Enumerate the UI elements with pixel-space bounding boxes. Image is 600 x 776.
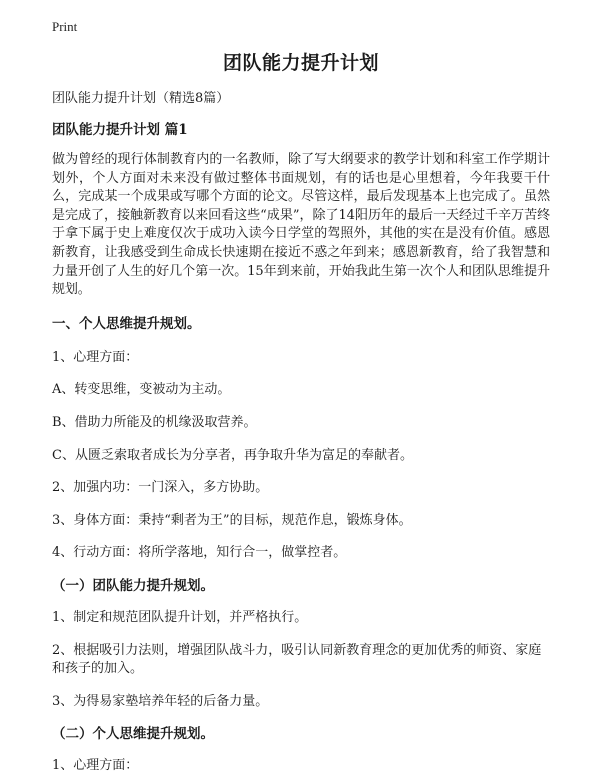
document-body <box>52 48 550 776</box>
list-item: 3、身体方面：秉持“剩者为王”的目标，规范作息，锻炼身体。 <box>52 512 412 528</box>
subtitle: 团队能力提升计划（精选8篇） <box>52 91 230 106</box>
section-heading-team-ability: （一）团队能力提升规划。 <box>52 577 214 594</box>
article-heading: 团队能力提升计划 篇1 <box>52 122 188 138</box>
section-heading-personal-thinking-2: （二）个人思维提升规划。 <box>52 726 214 743</box>
list-item: C、从匮乏索取者成长为分享者，再争取升华为富足的奉献者。 <box>52 447 413 463</box>
list-item: 3、为得易家塾培养年轻的后备力量。 <box>52 693 269 709</box>
list-item: B、借助力所能及的机缘汲取营养。 <box>52 414 257 430</box>
list-item: 2、根据吸引力法则，增强团队战斗力，吸引认同新教育理念的更加优秀的师资、家庭和孩子的加入。 <box>52 642 542 677</box>
list-item: 1、心理方面： <box>52 349 139 365</box>
intro-paragraph: 做为曾经的现行体制教育内的一名教师，除了写大纲要求的教学计划和科室工作学期计划外，个人方面对未来没有做过整体书面规划，有的话也是心里想着，今年我要干什么，完成某一个成果或写哪个方面的论文。尽管这样，最后发现基本上也完成了。虽然是完成了，接触新教育以来回看这些“成果”，除了14阳历年的最后一天经过千辛万苦终于拿下属于史上难度仅次于成功入读今日学堂的驾照外，其他的实在是没有价值。感恩新教育，让我感受到生命成长快速期在接近不惑之年到来；感恩新教育，给了我智慧和力量开创了人生的好几个第一次。15年到来前，开始我此生第一次个人和团队思维提升规划。 <box>52 152 550 298</box>
list-item: 4、行动方面：将所学落地，知行合一，做掌控者。 <box>52 545 347 561</box>
list-item: 1、制定和规范团队提升计划，并严格执行。 <box>52 609 308 625</box>
list-item: 1、心理方面： <box>52 758 139 774</box>
page-title: 团队能力提升计划 <box>222 52 379 74</box>
print-label[interactable]: Print <box>52 19 78 34</box>
list-item: A、转变思维，变被动为主动。 <box>52 382 231 398</box>
section-heading-personal-thinking: 一、个人思维提升规划。 <box>52 315 201 332</box>
list-item: 2、加强内功：一门深入，多方协助。 <box>52 480 269 496</box>
